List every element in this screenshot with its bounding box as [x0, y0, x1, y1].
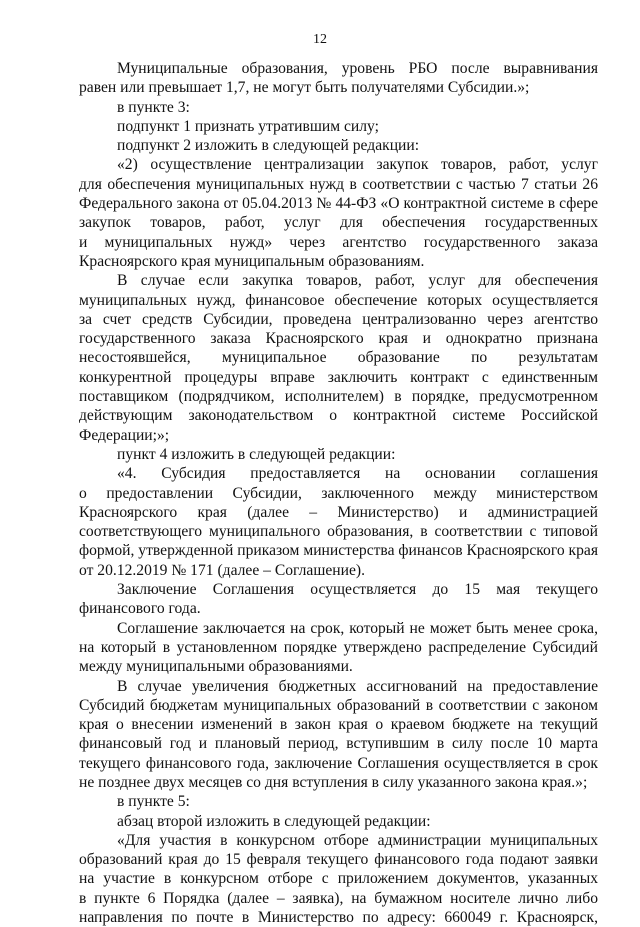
text-line: для обеспечения муниципальных нужд в соответствии с частью 7 статьи 26 [79, 175, 598, 193]
text-line: Заключение Соглашения осуществляется до 15 мая текущего [117, 581, 598, 599]
text-line: «Для участия в конкурсном отборе администрации муниципальных [117, 831, 598, 849]
text-line: в пункте 6 Порядка (далее – заявка), на бумажном носителе лично либо [79, 889, 598, 907]
text-line: в пункте 3: [117, 98, 190, 116]
text-line: за счет средств Субсидии, проведена централизованно через агентство [79, 310, 598, 328]
text-line: на участие в конкурсном отборе с приложением документов, указанных [79, 870, 598, 888]
text-line: Федерального закона от 05.04.2013 № 44-ФЗ «О контрактной системе в сфере [79, 195, 598, 213]
text-line: Соглашение заключается на срок, который не может быть менее срока, [117, 619, 598, 637]
text-line: Красноярского края (далее – Министерство) и администрацией [79, 503, 598, 521]
text-line: В случае увеличения бюджетных ассигнований на предоставление [117, 677, 598, 695]
text-line: подпункт 2 изложить в следующей редакции: [117, 137, 420, 155]
text-line: направления по почте в Министерство по адресу: 660049 г. Красноярск, [79, 909, 598, 927]
document-body [79, 59, 598, 927]
text-line: муниципальных нужд, финансовое обеспечение которых осуществляется [79, 291, 598, 309]
text-line: и муниципальных нужд» через агентство государственного заказа [79, 233, 598, 251]
text-line: в пункте 5: [117, 793, 190, 811]
text-line: пункт 4 изложить в следующей редакции: [117, 445, 396, 463]
text-line: финансовый год и плановый период, вступившим в силу после 10 марта [79, 735, 598, 753]
text-line: несостоявшейся, муниципальное образование по результатам [79, 349, 598, 367]
text-line: Красноярского края муниципальным образованиям. [79, 252, 425, 270]
text-line: действующим законодательством о контрактной системе Российской [79, 407, 598, 425]
text-line: «2) осуществление централизации закупок товаров, работ, услуг [117, 156, 598, 174]
text-line: Субсидий бюджетам муниципальных образований в соответствии с законом [79, 696, 598, 714]
text-line: образований края до 15 февраля текущего финансового года подают заявки [79, 851, 598, 869]
text-line: формой, утвержденной приказом министерства финансов Красноярского края [79, 542, 598, 560]
text-line: финансового года. [79, 600, 201, 618]
text-line: текущего финансового года, заключение Соглашения осуществляется в срок [79, 754, 598, 772]
text-line: соответствующего муниципального образования, в соответствии с типовой [79, 523, 598, 541]
text-line: «4. Субсидия предоставляется на основании соглашения [117, 465, 598, 483]
text-line: государственного заказа Красноярского края и однократно признана [79, 330, 598, 348]
text-line: закупок товаров, работ, услуг для обеспечения государственных [79, 214, 598, 232]
text-line: поставщиком (подрядчиком, исполнителем) в порядке, предусмотренном [79, 388, 598, 406]
page-number: 12 [313, 32, 327, 47]
text-line: В случае если закупка товаров, работ, услуг для обеспечения [117, 272, 598, 290]
text-line: Федерации;»; [79, 426, 170, 444]
text-line: от 20.12.2019 № 171 (далее – Соглашение). [79, 561, 365, 579]
text-line: между муниципальными образованиями. [79, 658, 353, 676]
text-line: равен или превышает 1,7, не могут быть получателями Субсидии.»; [79, 79, 530, 97]
text-line: конкурентной процедуры вправе заключить контракт с единственным [79, 368, 598, 386]
text-line: края о внесении изменений в закон края о краевом бюджете на текущий [79, 716, 598, 734]
text-line: абзац второй изложить в следующей редакции: [117, 812, 431, 830]
text-line: не позднее двух месяцев со дня вступления в силу указанного закона края.»; [79, 773, 588, 791]
text-line: Муниципальные образования, уровень РБО после выравнивания [117, 60, 598, 77]
text-line: о предоставлении Субсидии, заключенного между министерством [79, 484, 598, 502]
text-line: на который в установленном порядке утверждено распределение Субсидий [79, 638, 598, 656]
text-line: подпункт 1 признать утратившим силу; [117, 117, 379, 135]
